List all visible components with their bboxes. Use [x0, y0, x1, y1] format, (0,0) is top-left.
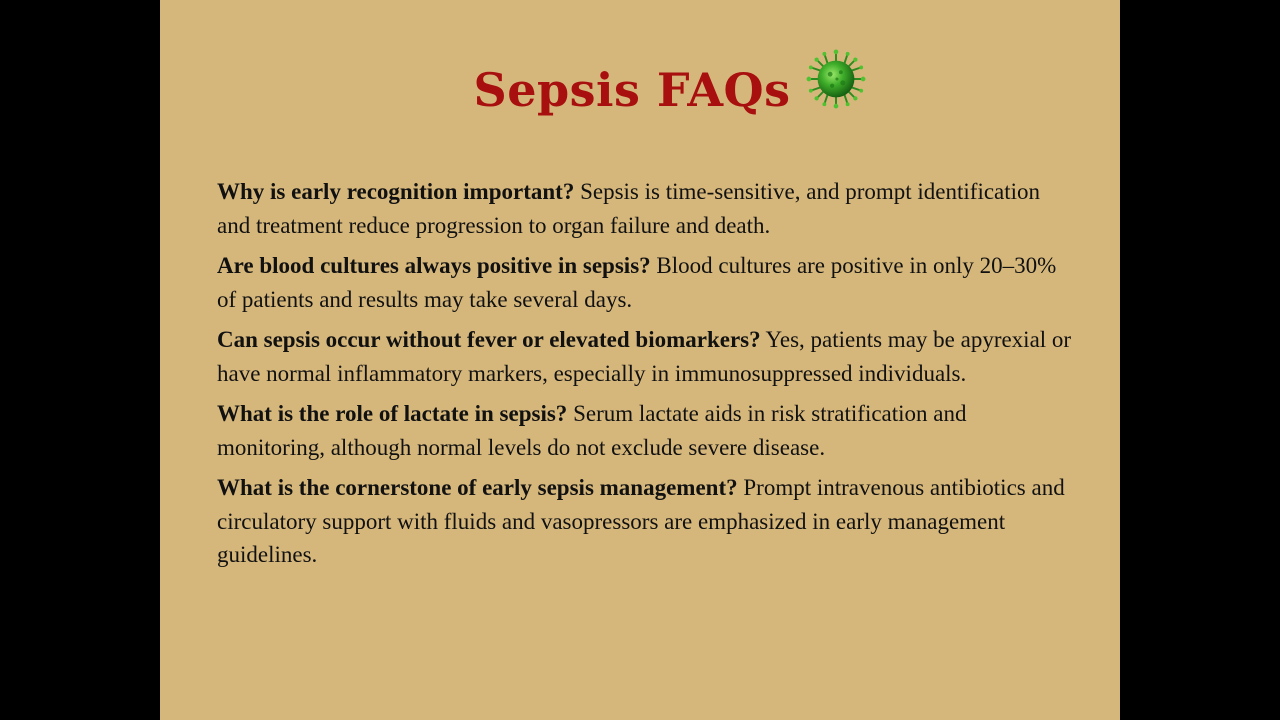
faq-item	[217, 323, 1077, 390]
faq-question: What is the cornerstone of early sepsis management?	[217, 475, 738, 500]
faq-item	[217, 249, 1077, 316]
faq-list	[217, 175, 1077, 579]
slide-title: Sepsis FAQs	[473, 63, 791, 117]
faq-question: Why is early recognition important?	[217, 179, 575, 204]
virus-icon	[805, 48, 867, 110]
title-row	[160, 50, 1120, 130]
slide	[160, 0, 1120, 720]
faq-item	[217, 175, 1077, 242]
faq-item	[217, 471, 1077, 572]
faq-answer: Sepsis is time-sensitive, and prompt identification and treatment reduce progression to organ failure and death.	[217, 179, 1041, 238]
faq-item	[217, 397, 1077, 464]
faq-answer: Prompt intravenous antibiotics and circulatory support with fluids and vasopressors are emphasized in early management guidelines.	[217, 475, 1065, 567]
faq-question: Are blood cultures always positive in sepsis?	[217, 253, 651, 278]
faq-answer: Yes, patients may be apyrexial or have normal inflammatory markers, especially in immunosuppressed individuals.	[217, 327, 1072, 386]
faq-question: Can sepsis occur without fever or elevated biomarkers?	[217, 327, 761, 352]
faq-answer: Serum lactate aids in risk stratification and monitoring, although normal levels do not exclude severe disease.	[217, 401, 967, 460]
faq-question: What is the role of lactate in sepsis?	[217, 401, 568, 426]
faq-answer: Blood cultures are positive in only 20–30% of patients and results may take several days.	[217, 253, 1057, 312]
